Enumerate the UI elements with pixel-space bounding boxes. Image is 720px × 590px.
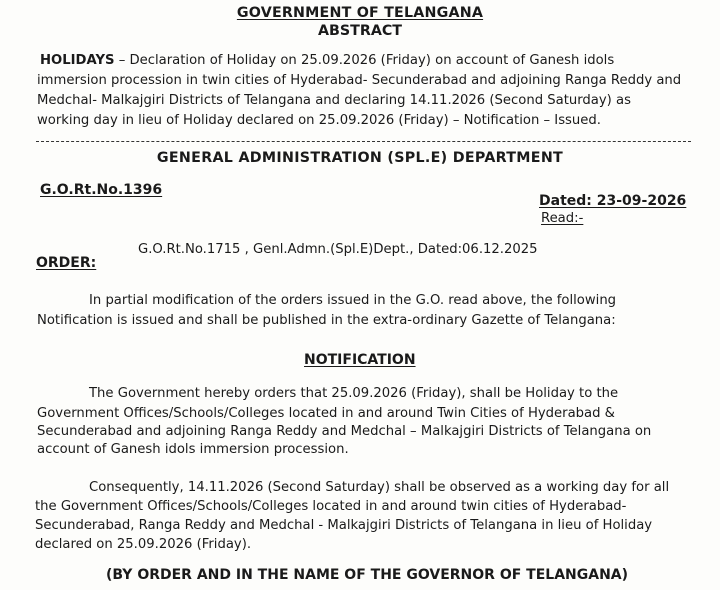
notification-para-1-line-3: Secunderabad and adjoining Ranga Reddy and Medchal – Malkajgiri Districts of Telangana on: [37, 424, 652, 439]
read-label: Read:-: [541, 211, 584, 226]
notification-para-2-line-4: declared on 25.09.2026 (Friday).: [35, 537, 252, 552]
reference-line: G.O.Rt.No.1715 , Genl.Admn.(Spl.E)Dept., Dated:06.12.2025: [138, 242, 538, 257]
order-label: ORDER:: [36, 255, 97, 271]
notification-heading: NOTIFICATION: [304, 352, 416, 368]
go-number: G.O.Rt.No.1396: [40, 182, 163, 198]
dated-label: Dated: 23-09-2026: [539, 193, 687, 209]
department-heading: GENERAL ADMINISTRATION (SPL.E) DEPARTMENT: [156, 150, 564, 166]
notification-para-1-line-4: account of Ganesh idols immersion procession.: [37, 442, 349, 457]
subject-line-4: working day in lieu of Holiday declared on 25.09.2026 (Friday) – Notification – Issued.: [37, 113, 601, 128]
notification-para-1-line-2: Government Offices/Schools/Colleges located in and around Twin Cities of Hyderabad &: [37, 406, 615, 421]
subject-keyword: HOLIDAYS: [40, 53, 115, 68]
closing-line: (BY ORDER AND IN THE NAME OF THE GOVERNOR OF TELANGANA): [106, 567, 629, 583]
notification-para-1-line-1: The Government hereby orders that 25.09.2026 (Friday), shall be Holiday to the: [89, 386, 619, 401]
subject-line-1-text: – Declaration of Holiday on 25.09.2026 (Friday) on account of Ganesh idols: [114, 53, 615, 68]
order-para-line-2: Notification is issued and shall be published in the extra-ordinary Gazette of Telangana:: [37, 313, 616, 328]
notification-para-2-line-2: the Government Offices/Schools/Colleges located in and around twin cities of Hyderabad-: [35, 499, 627, 514]
notification-para-2-line-1: Consequently, 14.11.2026 (Second Saturday) shall be observed as a working day for all: [89, 480, 670, 495]
dashed-separator: [36, 141, 691, 142]
government-heading: GOVERNMENT OF TELANGANA: [236, 5, 484, 21]
notification-para-2-line-3: Secunderabad, Ranga Reddy and Medchal - Malkajgiri Districts of Telangana in lieu of Holiday: [35, 518, 653, 533]
subject-line-3: Medchal- Malkajgiri Districts of Telangana and declaring 14.11.2026 (Second Saturday) as: [37, 93, 631, 108]
order-para-line-1: In partial modification of the orders issued in the G.O. read above, the following: [89, 293, 617, 308]
subject-line-1: [40, 53, 614, 68]
abstract-heading: ABSTRACT: [317, 23, 403, 39]
subject-line-2: immersion procession in twin cities of Hyderabad- Secunderabad and adjoining Ranga Reddy and: [37, 73, 682, 88]
